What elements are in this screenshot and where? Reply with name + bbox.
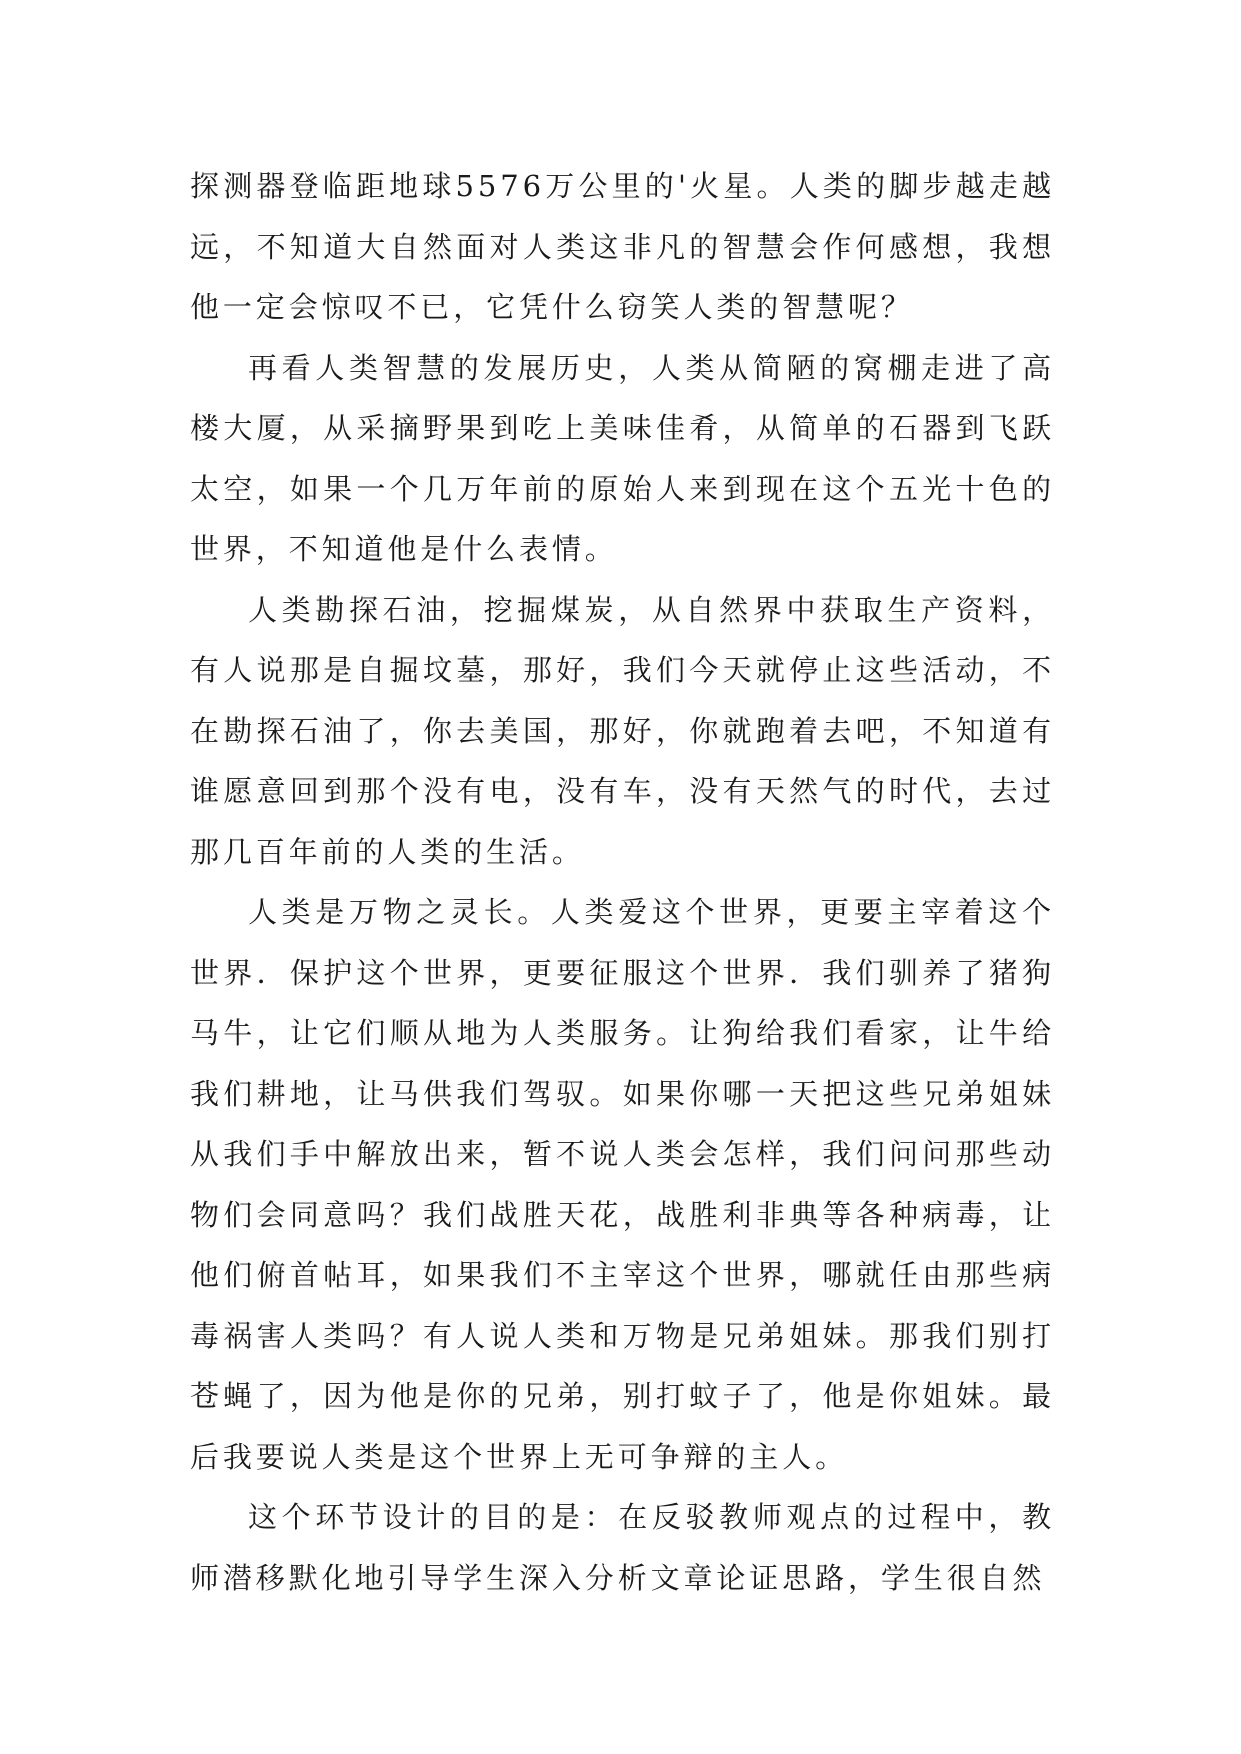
paragraph-5: 这个环节设计的目的是：在反驳教师观点的过程中，教师潜移默化地引导学生深入分析文章论证思路，学生很自然 <box>190 1500 1055 1595</box>
paragraph-1: 探测器登临距地球5576万公里的'火星。人类的脚步越走越远，不知道大自然面对人类这非凡的智慧会作何感想，我想他一定会惊叹不已，它凭什么窃笑人类的智慧呢？ <box>190 169 1055 324</box>
paragraph-4: 人类是万物之灵长。人类爱这个世界，更要主宰着这个世界．保护这个世界，更要征服这个世界．我们驯养了猪狗马牛，让它们顺从地为人类服务。让狗给我们看家，让牛给我们耕地，让马供我们驾驭。如果你哪一天把这些兄弟姐妹从我们手中解放出来，暂不说人类会怎样，我们问问那些动物们会同意吗？我们战胜天花，战胜利非典等各种病毒，让他们俯首帖耳，如果我们不主宰这个世界，哪就任由那些病毒祸害人类吗？有人说人类和万物是兄弟姐妹。那我们别打苍蝇了，因为他是你的兄弟，别打蚊子了，他是你姐妹。最后我要说人类是这个世界上无可争辩的主人。 <box>190 895 1055 1474</box>
document-body <box>190 156 1055 1608</box>
paragraph-2: 再看人类智慧的发展历史，人类从简陋的窝棚走进了高楼大厦，从采摘野果到吃上美味佳肴，从简单的石器到飞跃太空，如果一个几万年前的原始人来到现在这个五光十色的世界，不知道他是什么表情。 <box>190 350 1055 566</box>
paragraph-3: 人类勘探石油，挖掘煤炭，从自然界中获取生产资料，有人说那是自掘坟墓，那好，我们今天就停止这些活动，不在勘探石油了，你去美国，那好，你就跑着去吧，不知道有谁愿意回到那个没有电，没有车，没有天然气的时代，去过那几百年前的人类的生活。 <box>190 592 1055 869</box>
